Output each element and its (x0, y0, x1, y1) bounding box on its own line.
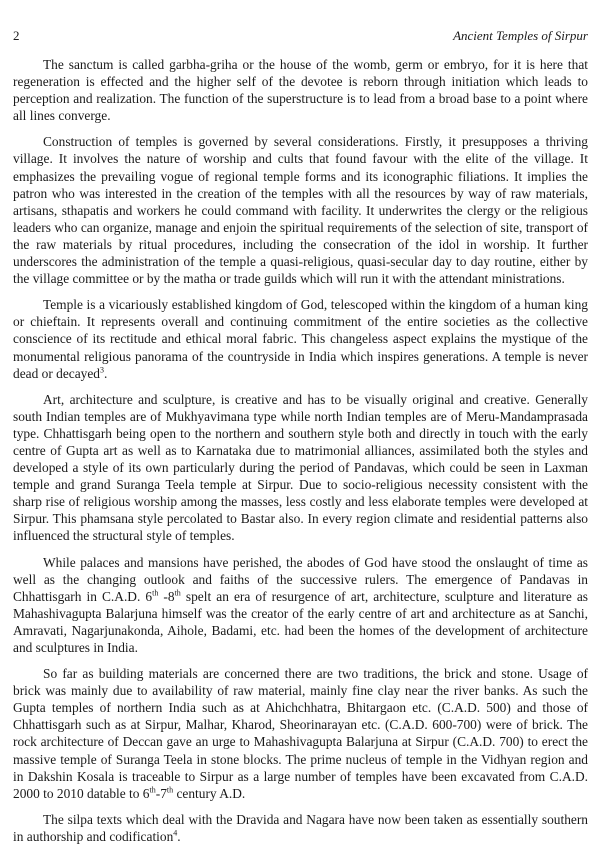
paragraph-sanctum: The sanctum is called garbha-griha or the house of the womb, germ or embryo, for it is here that regeneration is effected and the higher self of the devotee is reborn through initiation which leads to perception and realization. The function of the superstructure is to lead from a broad base to a point where all lines converge. (13, 57, 588, 124)
paragraph-art-architecture: Art, architecture and sculpture, is creative and has to be visually original and creative. Generally south Indian temples are of Mukhyavimana type while north Indian temples are of Meru-Mandamprasada type. Chhattisgarh being open to the northern and southern style both and directly in touch with the early centre of Gupta art as well as to Karnataka due to matrimonial alliances, assimilated both the styles and developed a style of its own particularly during the period of Pandavas, which could be seen in Laxman temple and grand Suranga Teela temple at Sirpur. Due to socio-religious necessity consistent with the sharp rise of religious worship among the masses, less costly and less elaborate temples were developed at Sirpur. This phamsana style percolated to Bastar also. In every region climate and residential patterns also influenced the structural style of temples. (13, 391, 588, 544)
ordinal-suffix: th (174, 588, 181, 598)
ordinal-suffix: th (166, 785, 174, 795)
ordinal-suffix: th (152, 588, 159, 598)
page-number: 2 (13, 28, 20, 43)
running-header (13, 28, 588, 44)
paragraph-construction: Construction of temples is governed by several considerations. Firstly, it presupposes a thriving village. It involves the nature of worship and cults that found favour with the elite of the village. It emphasizes the prevailing vogue of regional temple forms and its iconographic filiations. It implies the patron who was interested in the creation of the temples with all the resources by way of raw materials, artisans, sthapatis and workers he could command with facility. It underwrites the clergy or the religious leaders who can organize, manage and enjoin the spiritual requirements of the selection of site, transport of the raw materials by ritual procedures, including the consecration of the idol in worship. It further underscores the administration of the temple a quasi-religious, quasi-secular day to day routine, either by the village committee or by the matha or trade guilds which will run it with the attendant ministrations. (13, 134, 588, 287)
book-page (13, 28, 588, 854)
running-title: Ancient Temples of Sirpur (453, 28, 588, 43)
footnote-ref-4[interactable]: 4 (173, 828, 178, 838)
paragraph-building-materials: So far as building materials are concerned there are two traditions, the brick and stone. Usage of brick was mainly due to availability of raw material, mainly fine clay near the river banks. As such the Gupta temples of northern India such as at Ahichchhatra, Bhitargaon etc. (C.A.D. 500) and those of Chhattisgarh such as at Sirpur, Malhar, Kharod, Sheorinarayan etc. (C.A.D. 600-700) were of brick. The rock architecture of Deccan gave an urge to Mahashivagupta Balarjuna at Sirpur (C.A.D. 700) to erect the massive temple of Suranga Teela in stone blocks. The prime nucleus of temple in the Vidhyan region and in Dakshin Kosala is traceable to Sirpur as a large number of temples have been excavated from C.A.D. 2000 to 2010 datable to 6th-7th century A.D. (13, 666, 588, 801)
paragraph-silpa-texts: The silpa texts which deal with the Dravida and Nagara have now been taken as essentially southern in authorship and codification$^4$. (13, 811, 588, 844)
footnote-ref-3[interactable]: 3 (100, 365, 104, 375)
paragraph-kingdom-of-god: Temple is a vicariously established kingdom of God, telescoped within the kingdom of a human king or chieftain. It represents overall and continuing commitment of the entire societies as the collective conscience of its rectitude and ethical moral fabric. This changeless aspect explains the mystique of the monumental religious panorama of the countryside in India which inspires generations. A temple is never dead or decayed$^3$. (13, 297, 588, 381)
body-text (13, 56, 588, 845)
ordinal-suffix: th (149, 785, 156, 795)
paragraph-palaces-mansions: While palaces and mansions have perished, the abodes of God have stood the onslaught of time as well as the changing outlook and faiths of the successive rulers. The emergence of Pandavas in Chhattisgarh in C.A.D. 6th -8th spelt an era of resurgence of art, architecture, sculpture and literature as Mahashivagupta Balarjuna himself was the creator of the early centre of art and architecture as at Sanchi, Amravati, Nagarjunakonda, Aihole, Badami, etc. had been the homes of the development of architecture and sculptures in India. (13, 554, 588, 655)
